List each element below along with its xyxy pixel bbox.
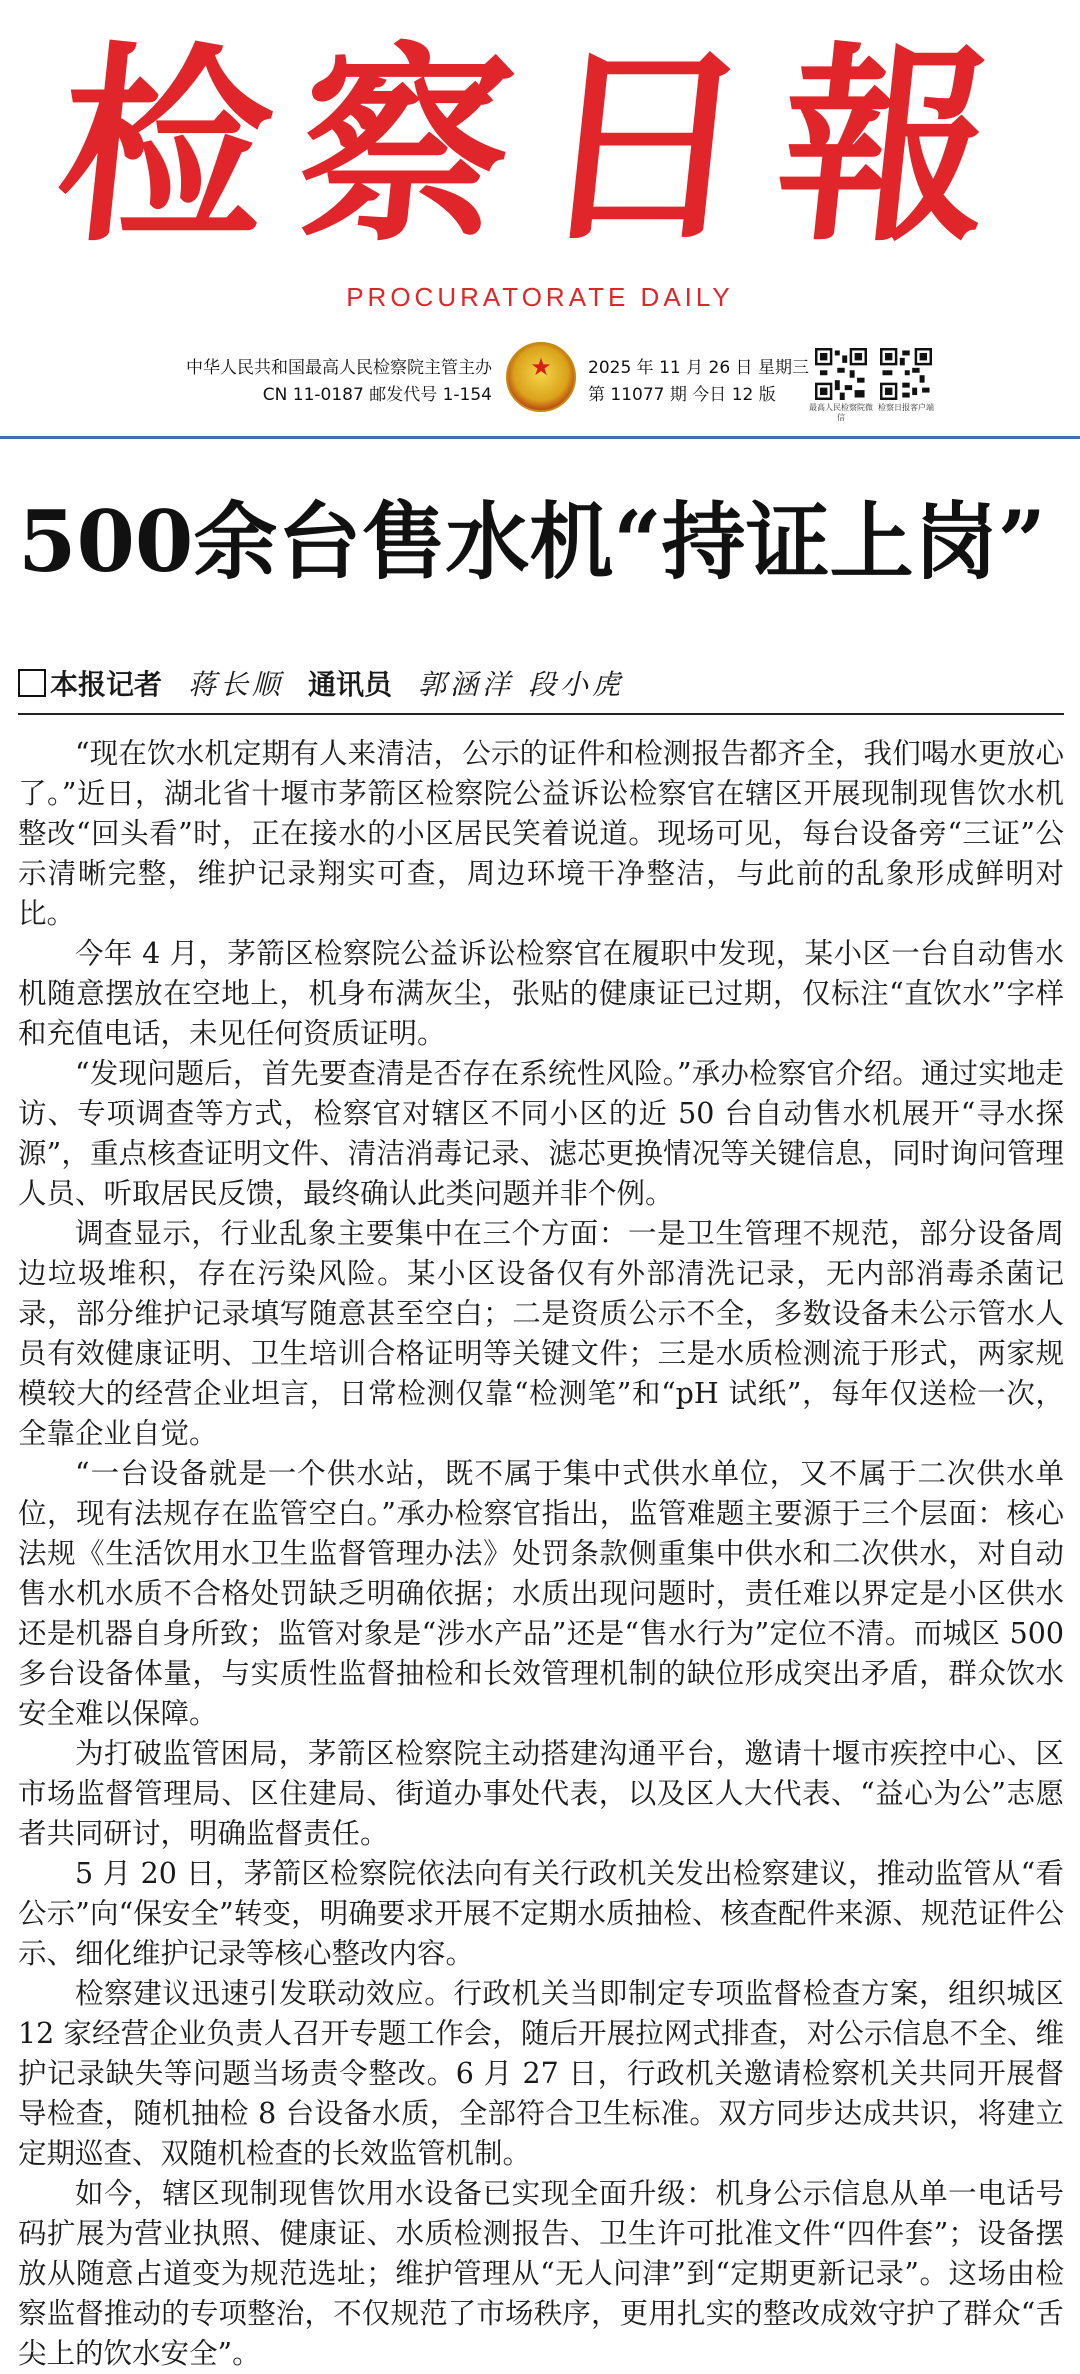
issue-line: 第 11077 期 今日 12 版 (588, 385, 776, 405)
correspondent-name: 段小虎 (528, 668, 625, 701)
wechat-qr-caption: 最高人民检察院微信 (809, 403, 873, 422)
article-headline: 500余台售水机“持证上岗” (18, 492, 1046, 591)
app-qr-caption: 检察日报客户端 (878, 403, 934, 412)
publisher-line: 中华人民共和国最高人民检察院主管主办 (186, 358, 492, 378)
masthead (0, 0, 1080, 438)
reporter-name: 蒋长顺 (188, 668, 285, 701)
masthead-divider (0, 436, 1080, 439)
wechat-qr-code-icon[interactable] (815, 348, 867, 400)
article-paragraph: “发现问题后，首先要查清是否存在系统性风险。”承办检察官介绍。通过实地走访、专项调查等方式，检察官对辖区不同小区的近 50 台自动售水机展开“寻水探源”，重点核查证明文件、清洁消毒记录、滤芯更换情况等关键信息，同时询问管理人员、听取居民反馈，最终确认此类问题并非个例。 (18, 1057, 1064, 1210)
issue-info (588, 355, 818, 409)
article-paragraph: “现在饮水机定期有人来清洁，公示的证件和检测报告都齐全，我们喝水更放心了。”近日，湖北省十堰市茅箭区检察院公益诉讼检察官在辖区开展现制现售饮水机整改“回头看”时，正在接水的小区居民笑着说道。现场可见，每台设备旁“三证”公示清晰完整，维护记录翔实可查，周边环境干净整洁，与此前的乱象形成鲜明对比。 (18, 737, 1064, 930)
app-qr-code-icon[interactable] (880, 348, 932, 400)
publisher-info (140, 355, 492, 409)
byline-divider (18, 713, 1064, 715)
article-paragraph: 调查显示，行业乱象主要集中在三个方面：一是卫生管理不规范，部分设备周边垃圾堆积，存在污染风险。某小区设备仅有外部清洗记录，无内部消毒杀菌记录，部分维护记录填写随意甚至空白；二是资质公示不全，多数设备未公示管水人员有效健康证明、卫生培训合格证明等关键文件；三是水质检测流于形式，两家规模较大的经营企业坦言，日常检测仅靠“检测笔”和“pH 试纸”，每年仅送检一次，全靠企业自觉。 (18, 1217, 1064, 1450)
byline-box-icon (18, 669, 46, 697)
procuratorate-emblem-icon: ★ (506, 342, 576, 412)
correspondent-name: 郭涵洋 (418, 668, 515, 701)
newspaper-title: 检察日報 (47, 23, 1034, 270)
date-line: 2025 年 11 月 26 日 星期三 (588, 358, 809, 378)
correspondent-label: 通讯员 (308, 668, 393, 701)
article-body (18, 734, 1064, 2374)
article-paragraph: 如今，辖区现制现售饮用水设备已实现全面升级：机身公示信息从单一电话号码扩展为营业执照、健康证、水质检测报告、卫生许可批准文件“四件套”；设备摆放从随意占道变为规范选址；维护管理从“无人问津”到“定期更新记录”。这场由检察监督推动的专项整治，不仅规范了市场秩序，更用扎实的整改成效守护了群众“舌尖上的饮水安全”。 (18, 2177, 1064, 2370)
article-paragraph: 检察建议迅速引发联动效应。行政机关当即制定专项监督检查方案，组织城区 12 家经营企业负责人召开专题工作会，随后开展拉网式排查，对公示信息不全、维护记录缺失等问题当场责令整改。6 月 27 日，行政机关邀请检察机关共同开展督导检查，随机抽检 8 台设备水质，全部符合卫生标准。双方同步达成共识，将建立定期巡查、双随机检查的长效监管机制。 (18, 1977, 1064, 2170)
article-paragraph: 为打破监管困局，茅箭区检察院主动搭建沟通平台，邀请十堰市疾控中心、区市场监督管理局、区住建局、街道办事处代表，以及区人大代表、“益心为公”志愿者共同研讨，明确监督责任。 (18, 1737, 1064, 1850)
article-paragraph: 5 月 20 日，茅箭区检察院依法向有关行政机关发出检察建议，推动监管从“看公示”向“保安全”转变，明确要求开展不定期水质抽检、核查配件来源、规范证件公示、细化维护记录等核心整改内容。 (18, 1857, 1064, 1970)
article-paragraph: 今年 4 月，茅箭区检察院公益诉讼检察官在履职中发现，某小区一台自动售水机随意摆放在空地上，机身布满灰尘，张贴的健康证已过期，仅标注“直饮水”字样和充值电话，未见任何资质证明。 (18, 937, 1064, 1050)
article-paragraph: “一台设备就是一个供水站，既不属于集中式供水单位，又不属于二次供水单位，现有法规存在监管空白。”承办检察官指出，监管难题主要源于三个层面：核心法规《生活饮用水卫生监督管理办法》处罚条款侧重集中供水和二次供水，对自动售水机水质不合格处罚缺乏明确依据；水质出现问题时，责任难以界定是小区供水还是机器自身所致；监管对象是“涉水产品”还是“售水行为”定位不清。而城区 500 多台设备体量，与实质性监督抽检和长效管理机制的缺位形成突出矛盾，群众饮水安全难以保障。 (18, 1457, 1064, 1730)
newspaper-subtitle: PROCURATORATE DAILY (346, 282, 734, 312)
reporter-label: 本报记者 (50, 668, 163, 701)
byline (18, 663, 1068, 707)
cn-code-line: CN 11-0187 邮发代号 1-154 (262, 385, 492, 405)
